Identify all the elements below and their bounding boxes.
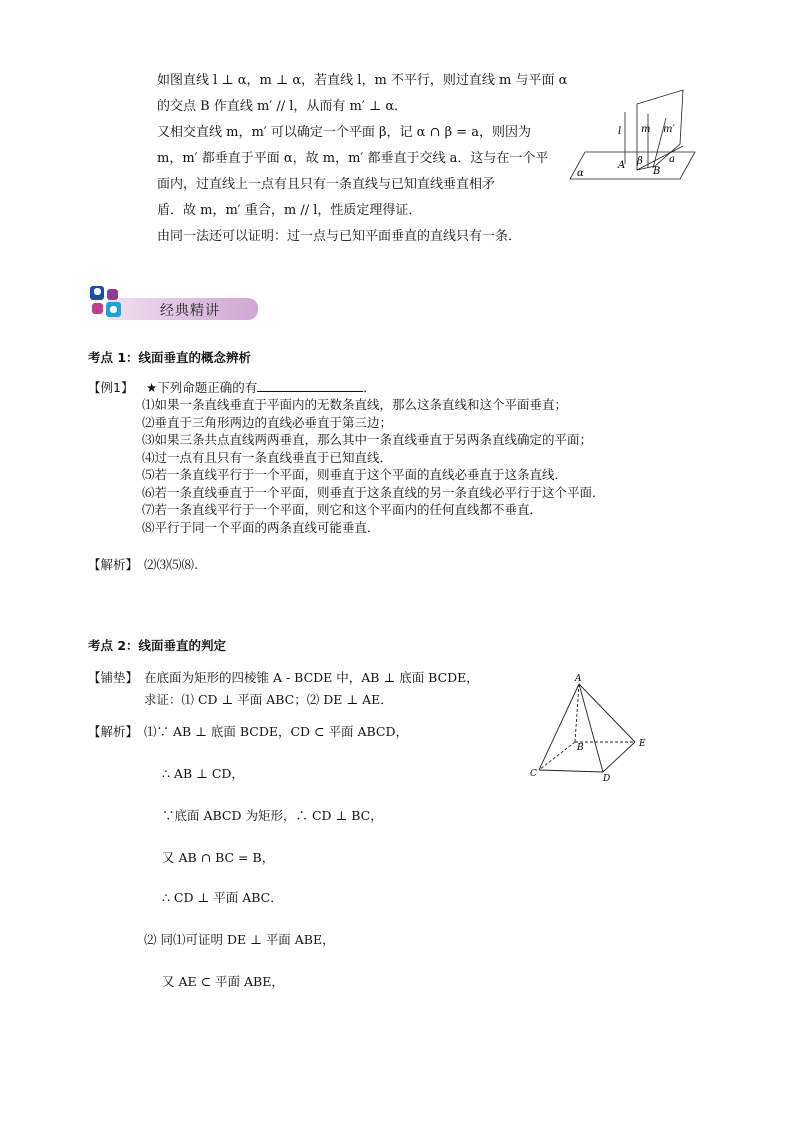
problem-line-1: 在底面为矩形的四棱锥 A - BCDE 中，AB ⊥ 底面 BCDE， (144, 670, 479, 685)
intro-line-5: 面内，过直线上一点有且只有一条直线与已知直线垂直相矛 (157, 177, 496, 192)
fig2-label-C: C (530, 769, 537, 779)
fig1-label-m-prime: m′ (663, 124, 675, 135)
step-4: 又 AB ∩ BC = B， (162, 850, 275, 865)
example1-prompt-text: ★下列命题正确的有 (146, 380, 258, 395)
step-7: 又 AE ⊂ 平面 ABE， (162, 974, 284, 989)
topic2-answer-tag: 【解析】 (88, 724, 139, 739)
option-3: ⑶如果三条共点直线两两垂直，那么其中一条直线垂直于另两条直线确定的平面； (142, 432, 593, 447)
planes-figure (565, 84, 700, 184)
fig1-label-B: B (653, 166, 661, 177)
option-4: ⑷过一点有且只有一条直线垂直于已知直线． (142, 449, 393, 465)
step-2: ∴ AB ⊥ CD， (162, 766, 244, 781)
fig2-label-B: B (577, 743, 584, 753)
option-5: ⑸若一条直线平行于一个平面，则垂直于这个平面的直线必垂直于这条直线． (142, 467, 568, 482)
fig1-label-l: l (618, 126, 622, 137)
pyramid-figure (525, 672, 665, 792)
intro-line-1: 如图直线 l ⊥ α，m ⊥ α，若直线 l，m 不平行，则过直线 m 与平面 α (157, 73, 568, 88)
answer-blank (257, 379, 363, 392)
intro-line-3: 又相交直线 m，m′ 可以确定一个平面 β，记 α ∩ β = a，则因为 (157, 125, 532, 140)
fig2-label-A: A (575, 674, 582, 684)
topic2-heading: 考点 2：线面垂直的判定 (88, 638, 227, 653)
fig1-label-beta: β (637, 156, 643, 167)
intro-line-6: 盾．故 m，m′ 重合，m // l，性质定理得证． (157, 203, 422, 218)
option-8: ⑻平行于同一个平面的两条直线可能垂直． (142, 519, 380, 535)
step-3: ∵底面 ABCD 为矩形，∴ CD ⊥ BC， (162, 808, 383, 823)
fig2-label-D: D (603, 774, 611, 784)
fig1-label-m: m (641, 124, 651, 135)
option-6: ⑹若一条直线垂直于一个平面，则垂直于这条直线的另一条直线必平行于这个平面． (142, 484, 605, 500)
step-1: ⑴∵ AB ⊥ 底面 BCDE，CD ⊂ 平面 ABCD， (144, 724, 409, 739)
fig2-label-E: E (639, 739, 646, 749)
problem-line-2: 求证：⑴ CD ⊥ 平面 ABC；⑵ DE ⊥ AE． (144, 692, 393, 707)
option-2: ⑵垂直于三角形两边的直线必垂直于第三边； (142, 414, 393, 430)
step-6: ⑵ 同⑴可证明 DE ⊥ 平面 ABE， (144, 932, 335, 947)
fig1-label-A: A (618, 160, 626, 171)
example1-options-list (142, 396, 605, 536)
step-5: ∴ CD ⊥ 平面 ABC． (162, 890, 283, 905)
intro-line-4: m，m′ 都垂直于平面 α，故 m，m′ 都垂直于交线 a．这与在一个平 (157, 151, 549, 166)
intro-paragraph (157, 68, 567, 250)
example1-answer: ⑵⑶⑸⑻. (144, 557, 198, 572)
fig1-label-alpha: α (577, 168, 584, 179)
pudian-tag: 【铺垫】 (88, 670, 139, 685)
intro-line-7: 由同一法还可以证明：过一点与已知平面垂直的直线只有一条． (157, 229, 522, 244)
section-banner (88, 286, 258, 324)
example1-prompt-end: ． (363, 380, 376, 395)
example1-answer-tag: 【解析】 (88, 557, 139, 572)
banner-title: 经典精讲 (160, 303, 220, 319)
intro-line-2: 的交点 B 作直线 m′ // l，从而有 m′ ⊥ α． (157, 99, 408, 114)
option-1: ⑴如果一条直线垂直于平面内的无数条直线，那么这条直线和这个平面垂直； (142, 397, 568, 412)
fig1-label-a: a (669, 154, 675, 165)
topic1-heading: 考点 1：线面垂直的概念辨析 (88, 350, 252, 365)
example1-tag: 【例1】 (88, 380, 134, 395)
example1-prompt (146, 378, 376, 396)
option-7: ⑺若一条直线平行于一个平面，则它和这个平面内的任何直线都不垂直． (142, 502, 543, 517)
